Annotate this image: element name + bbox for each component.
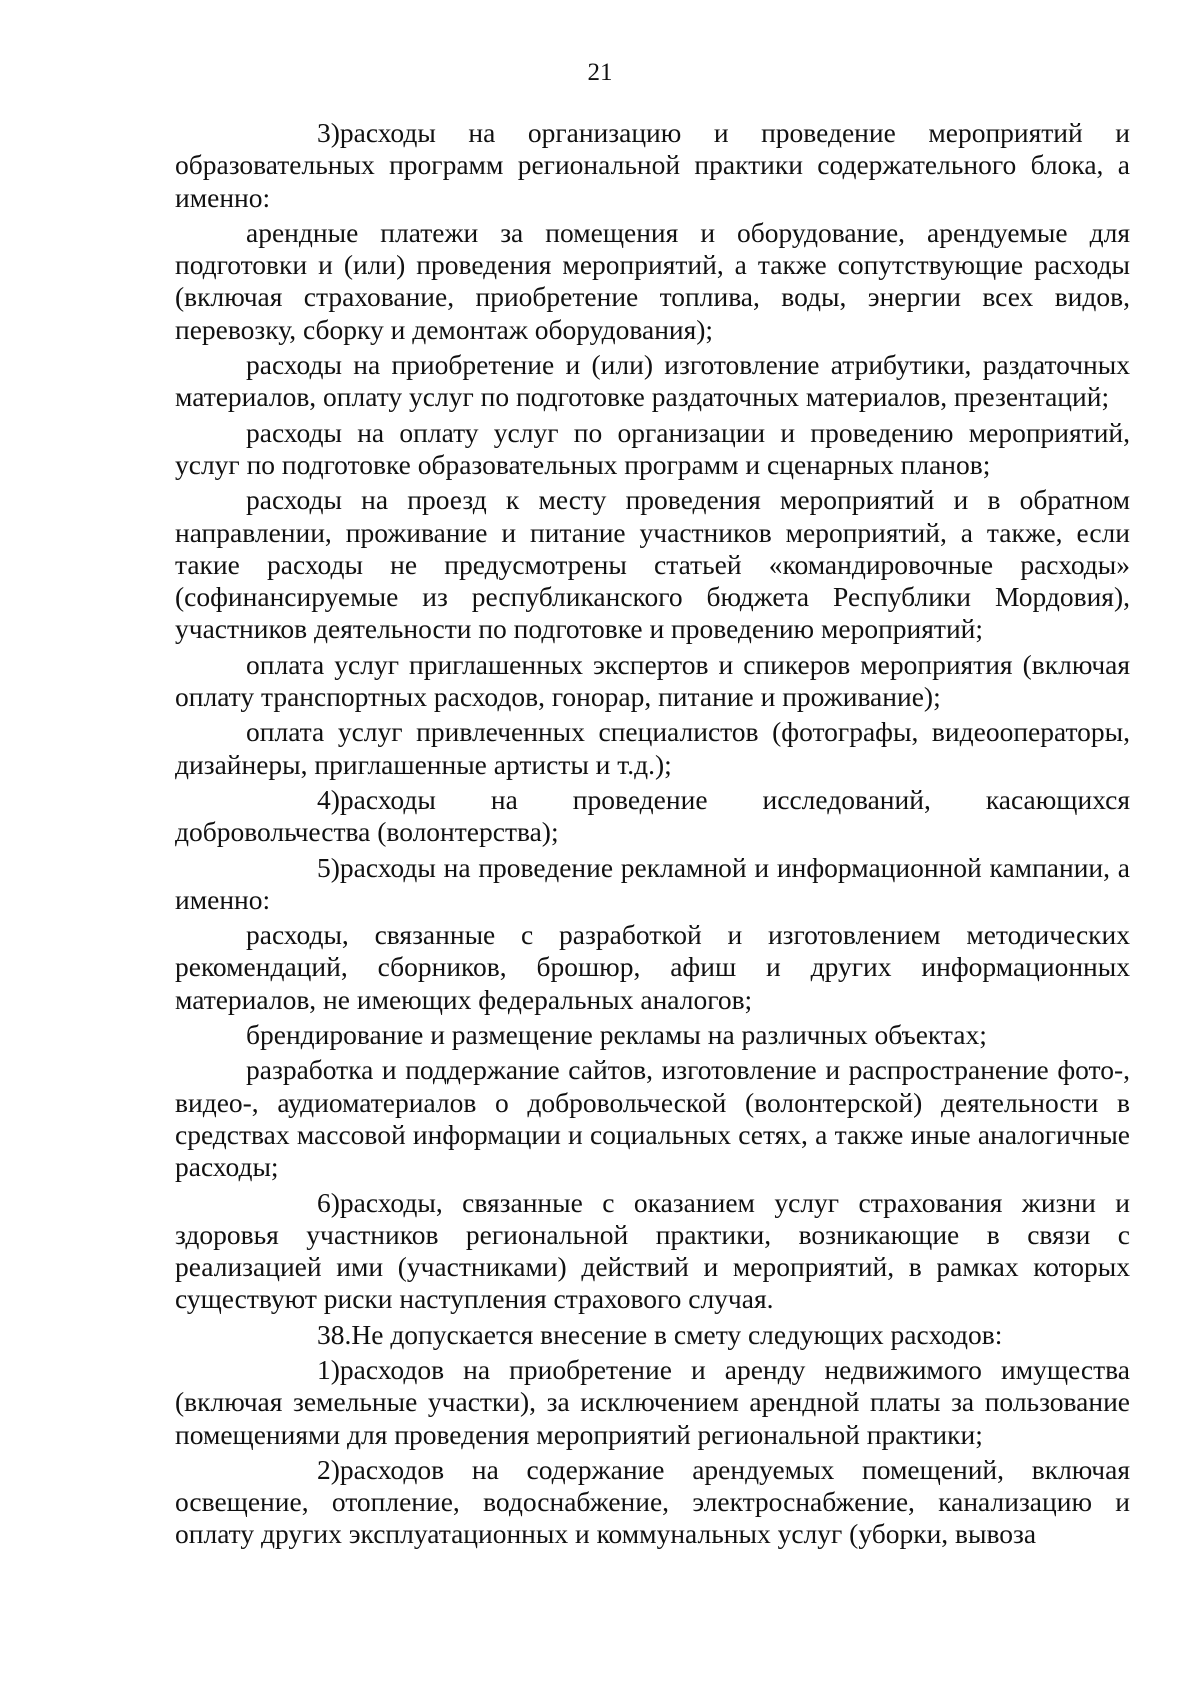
paragraph-travel xyxy=(175,484,1130,645)
item-number: 4) xyxy=(317,783,340,815)
item-number: 5) xyxy=(317,851,340,883)
paragraph-text: расходы на организацию и проведение мероприятий и образовательных программ региональной практики содержательного блока, а именно: xyxy=(175,117,1130,213)
paragraph-experts xyxy=(175,649,1130,714)
paragraph-text: расходы на проведение рекламной и информационной кампании, а именно: xyxy=(175,851,1130,915)
paragraph-websites xyxy=(175,1054,1130,1183)
document-body xyxy=(175,117,1130,1551)
paragraph-text: брендирование и размещение рекламы на различных объектах; xyxy=(246,1019,987,1051)
paragraph-rent xyxy=(175,217,1130,346)
paragraph-item-5 xyxy=(175,852,1130,917)
paragraph-excl-1 xyxy=(175,1354,1130,1451)
page-number: 21 xyxy=(587,59,613,86)
paragraph-specialists xyxy=(175,716,1130,781)
paragraph-text: расходы на проезд к месту проведения мероприятий и в обратном направлении, проживание и питание участников мероприятий, а также, если такие расходы не предусмотрены статьей «командировочные расходы» (софинансируемые из республиканского бюджета Республики Мордовия), участников деятельности по подготовке и проведению мероприятий; xyxy=(175,484,1130,645)
item-number: 6) xyxy=(317,1186,340,1218)
paragraph-text: разработка и поддержание сайтов, изготовление и распространение фото-, видео-, аудиоматериалов о добровольческой (волонтерской) деятельности в средствах массовой информации и социальных сетях, а также иные аналогичные расходы; xyxy=(175,1054,1130,1183)
paragraph-text: расходы, связанные с разработкой и изготовлением методических рекомендаций, сборников, брошюр, афиш и других информационных материалов, не имеющих федеральных аналогов; xyxy=(175,919,1130,1015)
paragraph-text: Не допускается внесение в смету следующих расходов: xyxy=(351,1318,1003,1350)
paragraph-text: расходы на оплату услуг по организации и проведению мероприятий, услуг по подготовке образовательных программ и сценарных планов; xyxy=(175,416,1130,480)
paragraph-attributes xyxy=(175,349,1130,414)
paragraph-item-4 xyxy=(175,784,1130,849)
clause-number: 38. xyxy=(317,1318,352,1350)
paragraph-text: оплата услуг привлеченных специалистов (фотографы, видеооператоры, дизайнеры, приглашенные артисты и т.д.); xyxy=(175,716,1130,780)
item-number: 1) xyxy=(317,1353,340,1385)
paragraph-branding xyxy=(175,1019,1130,1051)
item-number: 2) xyxy=(317,1453,340,1485)
paragraph-item-6 xyxy=(175,1187,1130,1316)
paragraph-clause-38 xyxy=(175,1319,1130,1351)
paragraph-text: расходов на содержание арендуемых помещений, включая освещение, отопление, водоснабжение, электроснабжение, канализацию и оплату других эксплуатационных и коммунальных услуг (уборки, вывоза xyxy=(175,1453,1130,1550)
item-number: 3) xyxy=(317,117,340,148)
paragraph-text: расходов на приобретение и аренду недвижимого имущества (включая земельные участки), за исключением арендной платы за пользование помещениями для проведения мероприятий региональной практики; xyxy=(175,1353,1130,1450)
paragraph-excl-2 xyxy=(175,1454,1130,1551)
paragraph-text: арендные платежи за помещения и оборудование, арендуемые для подготовки и (или) проведения мероприятий, а также сопутствующие расходы (включая страхование, приобретение топлива, воды, энергии всех видов, перевозку, сборку и демонтаж оборудования); xyxy=(175,216,1130,345)
paragraph-services xyxy=(175,417,1130,482)
paragraph-text: оплата услуг приглашенных экспертов и спикеров мероприятия (включая оплату транспортных расходов, гонорар, питание и проживание); xyxy=(175,648,1130,713)
paragraph-item-3 xyxy=(175,117,1130,214)
paragraph-text: расходы на приобретение и (или) изготовление атрибутики, раздаточных материалов, оплату услуг по подготовке раздаточных материалов, презентаций; xyxy=(175,349,1130,413)
paragraph-methodical xyxy=(175,919,1130,1016)
paragraph-text: расходы на проведение исследований, касающихся добровольчества (волонтерства); xyxy=(175,783,1130,848)
paragraph-text: расходы, связанные с оказанием услуг страхования жизни и здоровья участников региональной практики, возникающие в связи с реализацией ими (участниками) действий и мероприятий, в рамках которых существуют риски наступления страхового случая. xyxy=(175,1186,1130,1315)
